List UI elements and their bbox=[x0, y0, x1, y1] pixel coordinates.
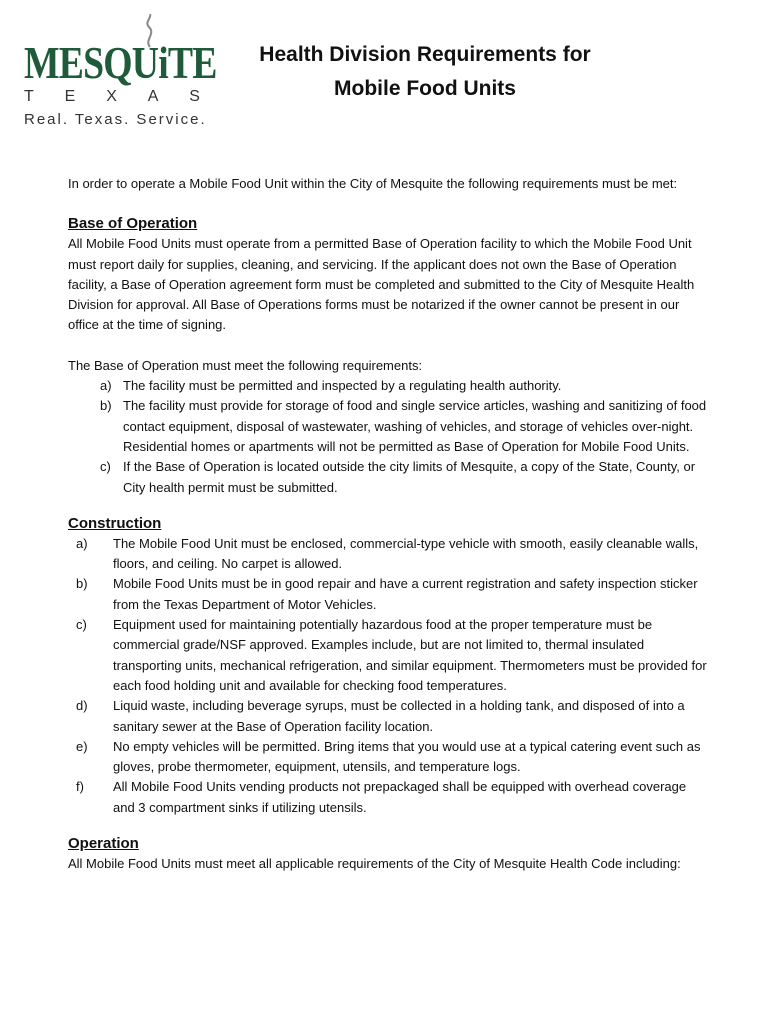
list-item-text: The facility must be permitted and inspected by a regulating health authority. bbox=[123, 378, 562, 394]
page-title bbox=[210, 38, 640, 106]
list-item-text: Mobile Food Units must be in good repair and have a current registration and safety inspection sticker from the Texas Department of Motor Vehicles. bbox=[113, 576, 698, 612]
list-item bbox=[68, 457, 708, 498]
construction-list bbox=[68, 534, 708, 818]
list-marker: c) bbox=[100, 459, 111, 475]
list-item bbox=[68, 396, 708, 457]
list-marker: e) bbox=[76, 738, 88, 754]
logo-state-letter: S bbox=[189, 88, 200, 105]
construction-heading: Construction bbox=[68, 514, 162, 532]
list-item bbox=[68, 696, 708, 737]
list-item-text: Equipment used for maintaining potentially hazardous food at the proper temperature must be commercial grade/NSF approved. Examples include, but are not limited to, thermal insulated transporting units, mechanical refrigeration, and similar equipment. Thermometers must be provided for each food holding unit and available for checking food temperatures. bbox=[113, 617, 707, 693]
list-item bbox=[68, 574, 708, 615]
list-item-text: No empty vehicles will be permitted. Bring items that you would use at a typical catering event such as gloves, probe thermometer, equipment, utensils, and temperature logs. bbox=[113, 738, 701, 775]
operation-paragraph: All Mobile Food Units must meet all applicable requirements of the City of Mesquite Health Code including: bbox=[68, 856, 681, 872]
logo-tagline: Real. Texas. Service. bbox=[24, 111, 207, 128]
list-item bbox=[68, 737, 708, 778]
intro-paragraph: In order to operate a Mobile Food Unit within the City of Mesquite the following requirements must be met: bbox=[68, 176, 678, 191]
logo-wordmark: MESQUiTE bbox=[24, 37, 217, 88]
list-marker: c) bbox=[76, 617, 87, 633]
mesquite-logo bbox=[22, 14, 217, 129]
base-of-operation-heading: Base of Operation bbox=[68, 215, 198, 233]
list-item bbox=[68, 777, 708, 818]
list-item bbox=[68, 534, 708, 575]
list-item-text: Liquid waste, including beverage syrups, must be collected in a holding tank, and disposed of into a sanitary sewer at the Base of Operation facility location. bbox=[113, 698, 685, 734]
title-line-1: Health Division Requirements for bbox=[259, 43, 591, 66]
logo-state bbox=[24, 88, 200, 106]
logo-state-letter: E bbox=[64, 88, 76, 105]
list-marker: d) bbox=[76, 698, 88, 714]
title-line-2: Mobile Food Units bbox=[334, 77, 516, 100]
list-item-text: The Mobile Food Unit must be enclosed, commercial-type vehicle with smooth, easily cleanable walls, floors, and ceiling. No carpet is allowed. bbox=[113, 535, 699, 572]
base-requirements-list bbox=[68, 376, 708, 498]
list-marker: a) bbox=[100, 378, 112, 394]
list-item-text: All Mobile Food Units vending products not prepackaged shall be equipped with overhead coverage and 3 compartment sinks if utilizing utensils. bbox=[113, 779, 687, 815]
logo-state-letter: X bbox=[106, 88, 117, 105]
list-item-text: The facility must provide for storage of food and single service articles, washing and sanitizing of food contact equipment, disposal of wastewater, washing of vehicles, and storage of vehicles over-night. Residential homes or apartments will not be permitted as Base of Operation for Mobile Food Units. bbox=[123, 398, 707, 454]
base-list-intro: The Base of Operation must meet the following requirements: bbox=[68, 357, 423, 373]
logo-state-letter: A bbox=[147, 88, 159, 105]
list-marker: b) bbox=[76, 576, 88, 592]
operation-heading: Operation bbox=[68, 835, 139, 853]
list-marker: a) bbox=[76, 535, 88, 551]
logo-state-letter: T bbox=[24, 88, 34, 105]
list-marker: b) bbox=[100, 398, 112, 414]
list-item bbox=[68, 615, 708, 696]
list-marker: f) bbox=[76, 779, 84, 795]
base-of-operation-paragraph: All Mobile Food Units must operate from a permitted Base of Operation facility to which the Mobile Food Unit must report daily for supplies, cleaning, and servicing. If the applicant does not own the Base of Operation facility, a Base of Operation agreement form must be completed and submitted to the City of Mesquite Health Division for approval. All Base of Operations forms must be notarized if the owner cannot be present in our office at the time of signing. bbox=[68, 236, 695, 333]
list-item bbox=[68, 376, 708, 396]
document-body bbox=[68, 174, 708, 874]
list-item-text: If the Base of Operation is located outside the city limits of Mesquite, a copy of the State, County, or City health permit must be submitted. bbox=[123, 459, 696, 495]
